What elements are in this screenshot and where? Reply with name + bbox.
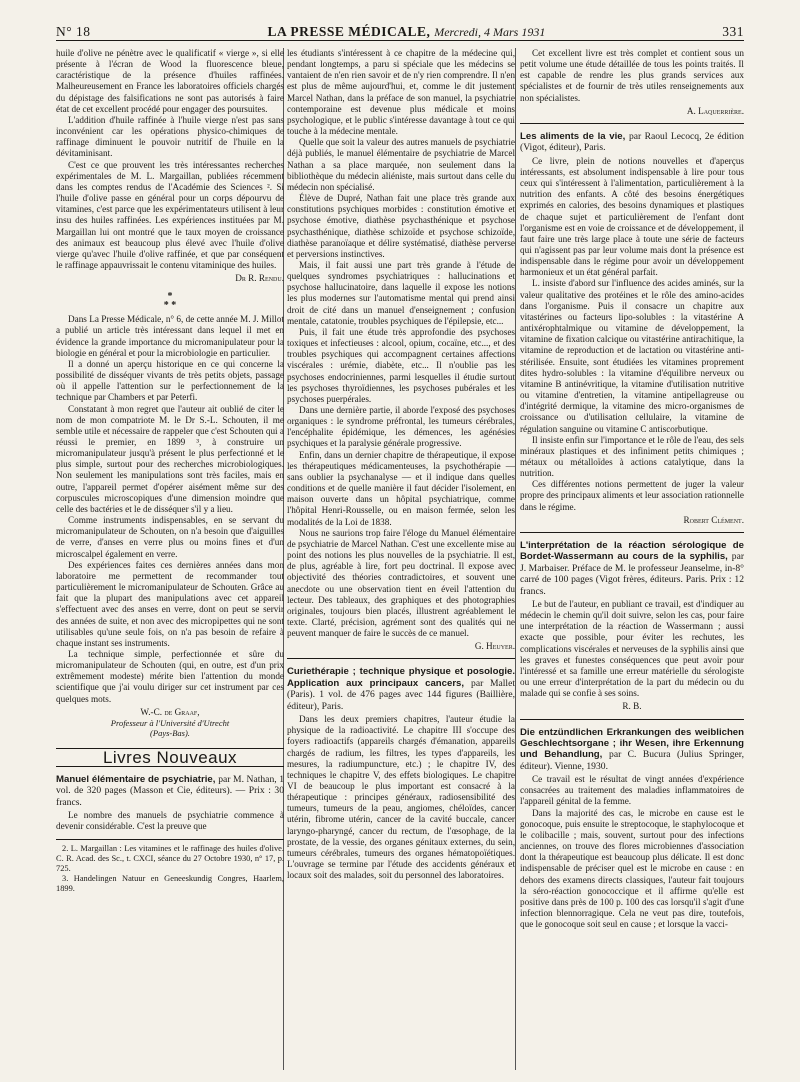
author-role: Professeur à l'Université d'Utrecht xyxy=(110,717,230,728)
paragraph: Ce livre, plein de notions nouvelles et d'aperçus intéressants, est absolument indispensable à lire pour tous ceux qui s'intéressent à l'alimentation, particulièrement à la nutrition des enfants. A côté des besoins énergétiques exprimés en calories, des besoins dynamiques et plastiques de chaque sujet et particulièrement de l'enfant dont l'organisme est en voie de croissance et de développement, il faut faire une très large place à toute une série de facteurs qui n'agissent pas par leur volume mais dont la présence est indispensable dans le régime pour avoir un développement harmonieux et un état général parfait. xyxy=(520,155,744,278)
column-1 xyxy=(56,48,284,1074)
issue-date: Mercredi, 4 Mars 1931 xyxy=(434,25,546,39)
book-review-title xyxy=(520,727,744,773)
paragraph: Comme instruments indispensables, en se servant du micromanipulateur de Schouten, on n'a besoin que d'aiguilles de verre, d'anses en verre plus ou moins fines et d'un microscalpel également en verre. xyxy=(56,515,284,559)
paragraph: Élève de Dupré, Nathan fait une place très grande aux constitutions psychiques morbides : constitution émotive et psychose émotive, diathèse psychasthénique et psychose psychasthénique, diathèse schizoïde et psychose schizoïde, diathèse paranoïaque et délire systématisé, diathèse perverse et perversions instinctives. xyxy=(287,193,515,259)
page-number: 331 xyxy=(722,24,744,39)
author-place: (Pays-Bas). xyxy=(150,727,190,738)
paragraph: Dans une dernière partie, il aborde l'exposé des psychoses organiques : le syndrome préfrontal, les tumeurs cérébrales, l'encéphalite épidémique, les démences, les agénésies psychiques et la paralysie générale progressive. xyxy=(287,405,515,449)
paragraph: Enfin, dans un dernier chapitre de thérapeutique, il expose les thérapeutiques médicamenteuses, la psychothérapie — sans oublier la psychanalyse — et il indique dans quelles conditions et de quelle manière il faut décider l'isolement, en maison ouverte dans un hôpital psychiatrique, comme l'hôpital Henri-Rousselle, ou en maison fermée, selon les modalités de la Loi de 1838. xyxy=(287,449,515,527)
column-2 xyxy=(287,48,515,1074)
paragraph: huile d'olive ne pénètre avec le qualificatif « vierge », si elle présente à l'écran de Wood la fluorescence bleue, caractéristique de la présence d'huiles raffinées. Malheureusement en France les laboratoires officiels chargés du dépistage des falsifications ne sont pas autorisés à faire état de cet excellent procédé pour engager des poursuites. xyxy=(56,48,284,114)
book-title: Die entzündlichen Erkrankungen des weiblichen Geschlechtsorgane ; ihr Wesen, ihre Erkennung und Behandlung, xyxy=(520,726,744,761)
paragraph: Ces différentes notions permettent de juger la valeur propre des principaux aliments et leur association rationnelle dans le régime. xyxy=(520,479,744,512)
footnote-rule xyxy=(56,839,284,840)
book-review-title xyxy=(56,774,284,808)
book-meta: par Raoul Lecocq, 2e édition (Vigot, éditeur), Paris. xyxy=(520,130,744,154)
paragraph: Ce travail est le résultat de vingt années d'expérience consacrées au traitement des maladies inflammatoires de l'appareil génital de la femme. xyxy=(520,774,744,807)
footnotes xyxy=(56,844,284,894)
paragraph: Cet excellent livre est très complet et contient sous un petit volume une étude détaillée de tous les points traités. Il est capable de rendre les plus grands services aux spécialistes et de fournir de très utiles renseignements aux non spécialistes. xyxy=(520,48,744,103)
review-divider xyxy=(520,123,744,124)
column-3 xyxy=(520,48,744,1074)
book-review-title xyxy=(520,131,744,154)
paragraph: Dans La Presse Médicale, n° 6, de cette année M. J. Millot a publié un article très intéressant dans lequel il met en évidence la grande importance du micromanipulateur pour la biologie en général et pour la microbiologie en particulier. xyxy=(56,314,284,358)
book-title: Manuel élémentaire de psychiatrie, xyxy=(56,774,216,786)
paragraph: C'est ce que prouvent les très intéressantes recherches expérimentales de M. L. Margaillan, publiées récemment dans les comptes rendus de l'Académie des Sciences ². Si l'huile d'olive passe en général pour un corps dépourvu de vitamines, c'est parce que les expérimentateurs utilisent à leur insu des huiles raffinées. Les expériences instituées par M. Margaillan lui ont montré que le taux moyen de croissance des animaux est beaucoup plus élevé avec l'huile d'olive vierge qu'avec l'huile d'olive raffinée, et que par conséquent le raffinage appauvrissait le contenu vitaminique des huiles. xyxy=(56,159,284,270)
book-review-title xyxy=(520,540,744,597)
masthead xyxy=(267,24,545,40)
review-divider xyxy=(520,532,744,533)
paragraph: Mais, il fait aussi une part très grande à l'étude de quelques syndromes psychiatriques : hallucinations et psychose hallucinatoire, dans laquelle il expose les notions les plus modernes sur l'automatisme mental qui prend ainsi droit de cité dans un manuel d'enseignement ; confusion mentale, catatonie, troubles psychiques de l'épilepsie, etc... xyxy=(287,259,515,326)
paragraph: Dans les deux premiers chapitres, l'auteur étudie la physique de la radioactivité. Le chapitre III s'occupe des foyers radioactifs (appareils chargés d'émanation, appareils chargés de radium, les filtres, les types d'appareils, les mesures, la radiumpuncture, etc.) ; le chapitre IV, des techniques le chapitre V, des effets biologiques. Le chapitre VI de beaucoup le plus important est consacré à la thérapeutique : principes généraux, radiosensibilité des tumeurs, tumeurs de la peau, angiomes, chéloïdes, cancer utérin, fibrome utérin, cancer de la cavité buccale, cancer laryngo-pharyngé, cancer du rectum, de l'œsophage, de la prostate, de la vessie, des organes génitaux externes, du sein, tumeurs cérébrales, tumeurs des organes hématopoïétiques. L'ouvrage se termine par l'étude des accidents généraux et locaux soit des malades, soit du personnel des laboratoires. xyxy=(287,714,515,881)
author-signature: A. Laquerrière. xyxy=(686,105,744,116)
paragraph: Puis, il fait une étude très approfondie des psychoses toxiques et infectieuses : alcool, opium, cocaïne, etc..., et des troubles psychiques qui accompagnent certaines affections viscérales : urémie, diabète, etc... Il n'oublie pas les psychoses endocriniennes, parmi lesquelles il étudie surtout les psychoses thyroïdiennes, les psychoses pubérales et les psychoses puerpérales. xyxy=(287,326,515,404)
author-signature xyxy=(56,707,284,738)
issue-number: N° 18 xyxy=(56,24,91,39)
book-meta: par M. Nathan, 1 vol. de 320 pages (Masson et Cie, éditeurs). — Prix : 30 francs. xyxy=(56,774,284,808)
section-heading: Livres Nouveaux xyxy=(56,748,284,767)
paragraph: L'addition d'huile raffinée à l'huile vierge n'est pas sans inconvénient car les opérations physico-chimiques de raffinage diminuent le pouvoir nutritif de l'huile en la dévitaminisant. xyxy=(56,114,284,159)
column-divider xyxy=(515,48,516,1070)
book-title: L'interprétation de la réaction sérologique de Bordet-Wassermann au cours de la syphilis, xyxy=(520,539,744,563)
paragraph: Des expériences faites ces dernières années dans mon laboratoire me permettent de recommander tout particulièrement le micromanipulateur de Schouten. Grâce au fait que la plupart des manipulations avec cet appareil s'effectuent avec des anses en verre, dont on peut se servir des années de suite, et non avec des micropipettes qui ne sont utilisables qu'une seule fois, on n'a pas besoin de refaire à chaque instant ses instruments. xyxy=(56,559,284,648)
author-signature: G. Heuyer. xyxy=(474,641,515,652)
footnote: 3. Handelingen Natuur en Geneeskundig Congres, Haarlem, 1899. xyxy=(56,873,284,893)
book-title: Les aliments de la vie, xyxy=(520,130,626,142)
paragraph: Quelle que soit la valeur des autres manuels de psychiatrie déjà publiés, le manuel élémentaire de psychiatrie de Marcel Nathan a sa place marquée, non seulement dans la bibliothèque du médecin aliéniste, mais surtout dans celle du médecin non spécialisé. xyxy=(287,137,515,192)
paragraph: Le but de l'auteur, en publiant ce travail, est d'indiquer au médecin le chemin qu'il doit suivre, selon les cas, pour faire une interprétation de la réaction de Wassermann ; aussi exacte que possible, pour éviter les rechutes, les complications viscérales et nerveuses de la syphilis ainsi que les graves et funestes conséquences que peut avoir pour l'intéressé et sa famille une erreur matérielle du sérologiste ou une erreur d'interprétation de la part du médecin ou du malade qui se confie à ses soins. xyxy=(520,598,744,699)
paragraph: La technique simple, perfectionnée et sûre du micromanipulateur de Schouten (qui, en outre, est d'un prix extrêmement modeste) mérite bien l'attention du monde scientifique que j'ai voulu diriger sur cet instrument par ces quelques mots. xyxy=(56,648,284,704)
paragraph: Il insiste enfin sur l'importance et le rôle de l'eau, des sels minéraux plastiques et des infiniment petits chimiques ; métaux ou métalloïdes à actions catalytique, dans la nutrition. xyxy=(520,434,744,479)
book-review-title xyxy=(287,666,515,712)
paragraph: Il a donné un aperçu historique en ce qui concerne la possibilité de disséquer vivants de très petits objets, passage où il appelle l'attention sur le perfectionnement de la technique par Chambers et par Peterfi. xyxy=(56,358,284,403)
page-header xyxy=(56,14,744,41)
book-meta: par Mallet (Paris). 1 vol. de 476 pages avec 144 figures (Baillière, éditeur), Paris. xyxy=(287,677,515,712)
footnote: 2. L. Margaillan : Les vitamines et le raffinage des huiles d'olive. C. R. Acad. des Sc., t. CXCI, séance du 27 Octobre 1930, n° 17, p. 725. xyxy=(56,843,284,873)
author-signature: Robert Clément. xyxy=(683,514,744,525)
paragraph: Dans la majorité des cas, le microbe en cause est le gonocoque, puis ensuite le streptocoque, le staphylocoque et le colibacille ; mais, souvent, surtout pour des infections anciennes, on trouve des flores microbiennes d'association dont la thérapeutique est beaucoup plus délicate. Il est donc indispensable de préciser quel est le microbe en cause : en dehors des examens directs classiques, l'auteur fait toujours la séro-réaction gonococcique et il affirme qu'elle est positive dans près de 100 p. 100 des cas lorsqu'il s'agit d'une infection blennorragique. Cela ne veut pas dire, toutefois, que le gonocoque soit seul en cause ; et lorsque la vacci- xyxy=(520,807,744,930)
book-meta: par C. Bucura (Julius Springer, éditeur). Vienne, 1930. xyxy=(520,749,744,772)
paragraph: Le nombre des manuels de psychiatrie commence à devenir considérable. C'est la preuve que xyxy=(56,810,284,832)
book-title: Curiethérapie ; technique physique et posologie. Application aux principaux cancers, xyxy=(287,666,515,689)
paragraph: Constatant à mon regret que l'auteur ait oublié de citer le nom de mon compatriote M. le Dr S.-L. Schouten, il me semble utile et nécessaire de rappeler que c'est Schouten qui a réussi le premier, en 1899 ³, à construire un micromanipulateur jusqu'à présent le plus perfectionné et le plus simple, surtout pour des recherches microbiologiques. Non seulement les manipulations sont très faciles, mais en outre, l'appareil permet d'opérer aisément même sur des corpuscules microscopiques d'une dimension moindre que celle des bactéries et le de disséquer s'il y a lieu. xyxy=(56,403,284,514)
section-separator-stars: * * * xyxy=(163,291,177,312)
paragraph: Nous ne saurions trop faire l'éloge du Manuel élémentaire de psychiatrie de Marcel Nathan. C'est une excellente mise au point des notions les plus nouvelles de la psychiatrie. Il est, de plus, agréable à lire, fort peu doctrinal. Il expose avec objectivité des théories contradictoires, et souvent une anecdote ou une observation tient en éveil l'attention du lecteur. Des tableaux, des graphiques et des photographies originales, toujours bien placés, illustrent agréablement le texte. Clarté, précision, agrément sont des qualités qui ne peuvent manquer de faire le succès de ce manuel. xyxy=(287,527,515,639)
review-divider xyxy=(287,658,515,659)
book-meta: par J. Marbaiser. Préface de M. le professeur Jeanselme, in-8° carré de 100 pages (Vigot frères, éditeurs. Paris. Prix : 12 francs. xyxy=(520,551,744,597)
paragraph: L. insiste d'abord sur l'influence des acides aminés, sur la valeur qualitative des protéines et le rôle des amino-acides dans l'organisme. Puis il consacre un chapitre aux vitastérines ou facteurs lipo-solubles : la vitastérine A antixérophtalmique ou vitamine de développement, la vitamine de fixation calcique ou vitastérine antirachitique, la vitamine de reproduction et de lactation ou vitastérine anti-stérilisée. Ensuite, sont étudiées les vitamines proprement dites hydro-solubles : la vitamine d'équilibre nerveux ou vitamine B antinévritique, la vitamine d'utilisation nutritive ou vitamine d'entretien, la vitamine antipellagreuse ou d'intégrité dermique, la vitamine des micro-organismes de croissance ou d'utilisation cellulaire, la vitamine de régulation sanguine ou vitamine C antiscorbutique. xyxy=(520,278,744,434)
author-signature: Dr R. Rendu. xyxy=(235,273,284,284)
author-signature: R. B. xyxy=(622,701,642,712)
publication-title: LA PRESSE MÉDICALE, xyxy=(267,24,431,39)
author-name: W.-C. de Graaf, xyxy=(140,706,200,717)
review-divider xyxy=(520,719,744,720)
paragraph: les étudiants s'intéressent à ce chapitre de la médecine qui, pendant longtemps, a paru si spéciale que les médecins se vantaient de n'en rien savoir et de n'y rien comprendre. Il n'en est plus de même aujourd'hui, et, comme le dit justement Marcel Nathan, dans la préface de son manuel, la psychiatrie contemporaine est devenue plus médicale et moins psychologique, et le public s'intéresse davantage à tout ce qui touche à la médecine mentale. xyxy=(287,48,515,137)
